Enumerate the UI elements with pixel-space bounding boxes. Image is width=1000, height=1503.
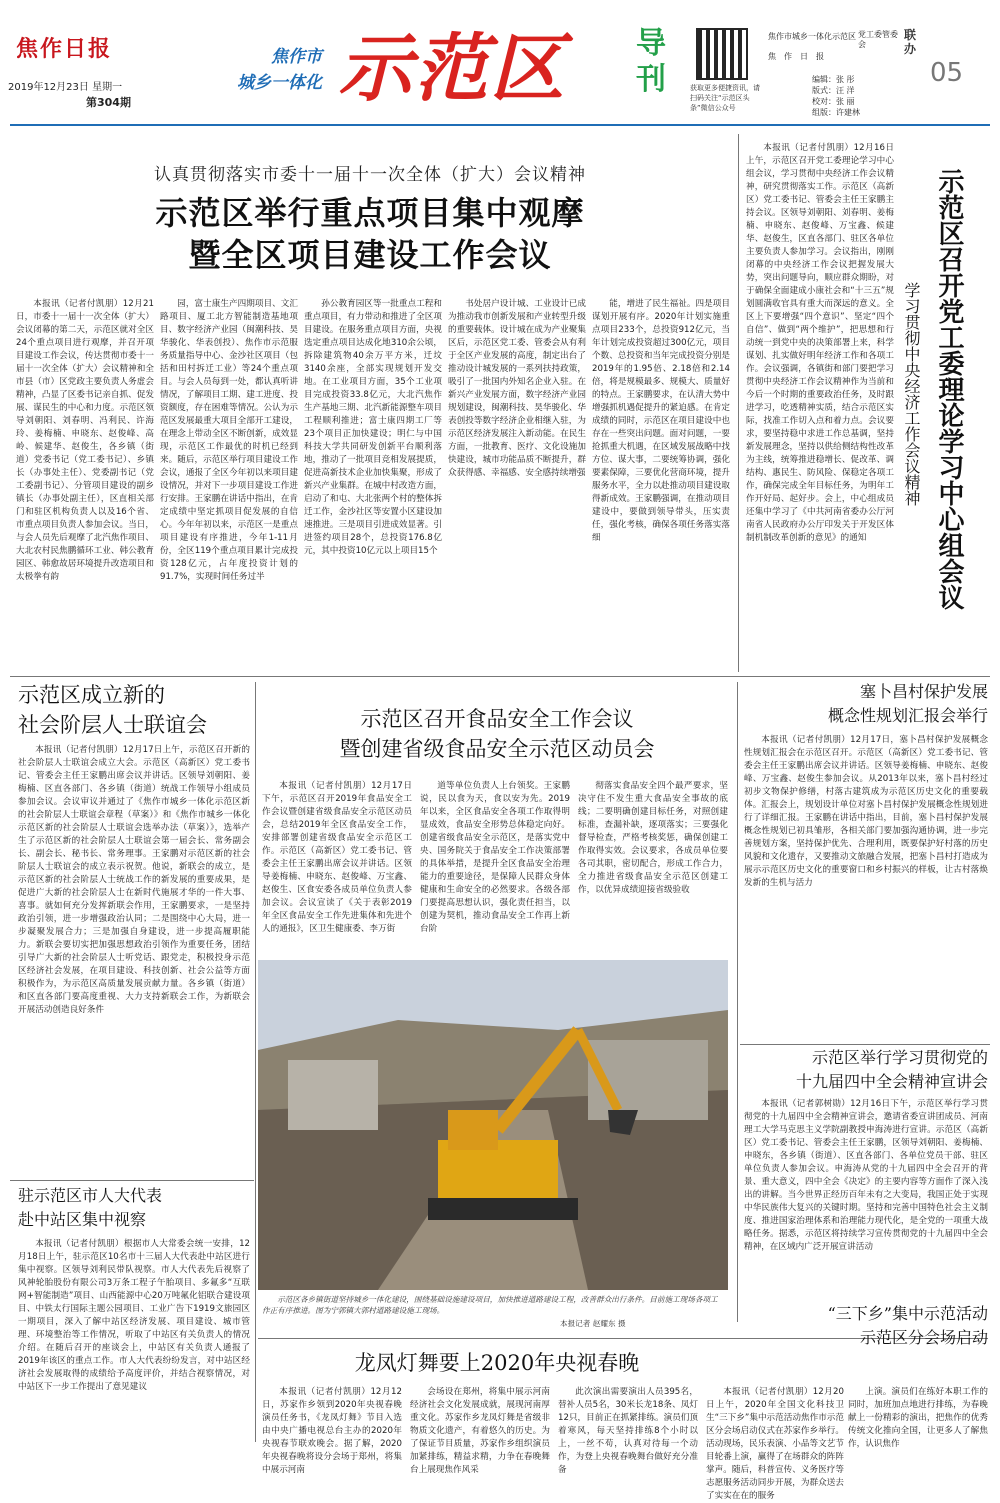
story-title-line: 暨创建省级食品安全示范区动员会 (339, 737, 655, 761)
story-column: 上演。演员们在练好本职工作的同时，加班加点地进行排练，为春晚献上一份精彩的演出，把焦作的优秀传统文化推向全国，让更多人了解焦作，认识焦作 (848, 1387, 988, 1449)
lead-column-1: 本报讯（记者付凯朋）12月21日，市委十一届十一次全体（扩大）会议闭幕的第二天，示范区就对全区24个重点项目进行观摩，并召开项目建设工作会议，传达贯彻市委十一届十一次全体（扩大）会议精神和全市县（市）区党政主要负责人务虚会精神，凸显了区委书记亲自抓、促发展、谋民生的中心和力度。示范区领导刘朝阳、刘春明、冯利民、许海玲、姜梅楠、申晓东、赵俊峰、高岭、候建华、赵俊生，各乡镇（街道）党委书记（党工委书记）、乡镇长（办事处主任）、党委副书记（党工委副书记）、分管项目建设的副乡镇长（办事处副主任），区直相关部门和驻区机构负责人以及16个省、市重点项目负责人参加会议。当日，与会人员先后观摩了北汽焦作项目、大北农村民焦鹏循环工业、韩公教育园区、韩愈故居环境提升改造项目和太极拳有韵 (16, 299, 154, 582)
story-title (744, 680, 988, 728)
story-column: 此次演出需要演出人员395名，替补人员5名，30米长龙18条、凤灯12只，目前正在抓紧排练。演员们顶着寒风，每天坚持排练8个小时以上，一丝不苟，认真对待每一个动作，为登上央视春晚舞台做好充分准备 (558, 1387, 698, 1475)
lead-column-5: 能，增进了民生福祉。四是项目谋划开展有序。2020年计划实施重点项目233个，总投资912亿元，当年计划完成投资超过300亿元，项目个数、总投资和当年完成投资分别是2019年的1.95倍、2.18倍和2.14倍，将是规模最多、规模大、质量好的特点。王家鹏要求，在认清大势中增强抓机遇促提升的紧迫感。在肯定成绩的同时，示范区在项目建设中也存在一些突出问题。面对问题，一要抢抓重大机遇，在区域发展战略中找方位、谋大事，二要统筹协调，强化要素保障，三要优化营商环境，提升服务水平，全力以赴推动项目建设取得新成效。王家鹏强调，在推动项目建设中，要做到领导带头，压实责任，强化考核，确保各项任务落实落细 (592, 299, 730, 543)
sponsor-line2: 焦 作 日 报 (768, 52, 824, 61)
lead-title-line2: 暨全区项目建设工作会议 (188, 236, 552, 274)
section-divider (740, 1044, 990, 1045)
story-title-line: 塞卜昌村保护发展 (859, 682, 988, 701)
story-title-line: 示范区举行学习贯彻党的 (811, 1048, 988, 1067)
story-column: 本报讯（记者付凯朋）12月12日，苏家作乡领到2020年央视春晚演员任务书，《龙凤灯舞》节目入选由中央广播电视总台主办的2020年央视春节联欢晚会。据了解，2020年央视春晚将设分会场于郑州，将集中展示河南 (262, 1387, 402, 1475)
lead-title-line1: 示范区举行重点项目集中观摩 (155, 194, 585, 232)
column-divider (738, 134, 739, 672)
story-title-line: 十九届四中全会精神宣讲会 (795, 1072, 988, 1091)
story-text: 本报讯（记者付凯朋）12月20日上午，2020年全国文化科技卫生“三下乡”集中示范活动焦作市示范区分会场启动仪式在苏家作乡举行。活动现场，民乐表演、小品等文艺节目轮番上演，赢得了在场群众的阵阵掌声。随后，科普宣传、义务医疗等志愿服务活动同步开展，为群众送去了实实在在的服务 (706, 1387, 844, 1501)
story-title (18, 680, 250, 740)
sponsor-line1: 焦作市城乡一体化示范区 (768, 32, 856, 41)
page-number: 05 (930, 58, 964, 88)
story-text: 本报讯（记者付凯朋）12月17日，塞卜昌村保护发展概念性规划汇报会在示范区召开。示范区（高新区）党工委书记、管委会主任王家鹏出席会议并讲话。区领导姜梅楠、申晓东、赵俊峰、万宝鑫、赵俊生参加会议。从2013年以来，塞卜昌村经过初步文物保护修缮，村落古建筑成为示范区历史文化的重要载体。汇报会上，规划设计单位对塞卜昌村保护发展概念性规划进行了详细汇报。王家鹏在讲话中指出，目前，塞卜昌村保护发展概念性规划已初具雏形，各相关部门要加强沟通协调，进一步完善规划方案，坚持保护优先、合理利用，既要保护好村落的历史风貌和文化遗存，又要推动文旅融合发展，把塞卜昌村打造成为展示示范区历史文化的重要窗口和乡村振兴的样板，让古村落焕发新的生机与活力 (744, 735, 988, 888)
lead-headline (60, 192, 680, 276)
story-title (18, 1184, 250, 1232)
section-divider (10, 676, 990, 677)
lead-column-4: 书处居户设计城、工业设计已成为推动我市创新发展和产业转型升级的重要载体。设计城在成为产业聚集区后，示范区党工委、管委会从有利于全区产业发展的高度，制定出台了推动设计城发展的一系列扶持政策，吸引了一批国内外知名企业入驻。在新兴产业发展方面，数字经济产业园规划建设，闽潮科技、昊华骏化、华表创投等数字经济企业相继入驻，为示范区经济发展注入新动能。在民生方面，一批教育、医疗、文化设施加快建设，城市功能品质不断提升，群众获得感、幸福感、安全感持续增强 (448, 299, 586, 478)
photo-caption: 示范区各乡镇街道坚持城乡一体化建设，围绕基础设施建设项目，加快推进道路建设工程，改善群众出行条件。目前施工现场各项工作正有序推进。图为宁郭镇大郭村道路建设施工现场。 (262, 1295, 718, 1315)
column-divider (255, 682, 256, 1442)
story-title-line: 示范区召开食品安全工作会议 (360, 707, 634, 731)
zone-label (212, 44, 322, 96)
story-text: 本报讯（记者郭树勋）12月16日下午，示范区举行学习贯彻党的十九届四中全会精神宣讲会，邀请省委宣讲团成员、河南理工大学马克思主义学院副教授申海涛进行宣讲。示范区（高新区）党工委书记、管委会主任王家鹏，区领导刘朝阳、姜梅楠、申晓东，各乡镇（街道）、区直各部门、各单位党员干部、驻区单位负责人参加会议。申海涛从党的十九届四中全会召开的背景、重大意义，四中全会《决定》的主要内容等方面作了深入浅出的讲解。当今世界正经历百年未有之大变局，我国正处于实现中华民族伟大复兴的关键时期。坚持和完善中国特色社会主义制度、推进国家治理体系和治理能力现代化，是全党的一项重大战略任务。据悉，示范区将持续学习宣传贯彻党的十九届四中全会精神，在区域内广泛开展宣讲活动 (744, 1099, 988, 1252)
story-title (262, 704, 732, 764)
column-divider (737, 682, 738, 1322)
lead-kicker: 认真贯彻落实市委十一届十一次全体（扩大）会议精神 (154, 165, 586, 185)
zone-line1: 焦作市 (271, 47, 322, 67)
story-text: 本报讯（记者付凯朋）12月17日上午，示范区召开新的社会阶层人士联谊会成立大会。示范区（高新区）党工委书记、管委会主任王家鹏出席会议并讲话。区领导刘朝阳、姜梅楠、区直各部门、各乡镇（街道）统战工作领导小组成员参加会议。会议审议并通过了《焦作市城乡一体化示范区新的社会阶层人士联谊会章程（草案）》和《焦作市城乡一体化示范区新的社会阶层人士联谊会选举办法（草案）》，选举产生了示范区新的社会阶层人士联谊会第一届会长、常务副会长、副会长、秘书长、常务理事。王家鹏对示范区新的社会阶层人士联谊会的成立表示祝贺。他说，新联会的成立，是示范区新的社会阶层人士统战工作的新发展的重要成果，是促进广大新的社会阶层人士在新时代施展才华的一件大事、喜事。就如何充分发挥新联会作用，王家鹏要求，一是坚持政治引领，进一步增强政治认同；二是围绕中心大局，进一步凝聚发展合力；三是加强自身建设，进一步提高履职能力。新联会要切实把加强思想政治引领作为重要任务，团结引导广大新的社会阶层人士听党话、跟党走，积极投身示范区经济社会发展，在项目建设、科技创新、社会公益等方面积极作为，为示范区高质量发展贡献力量。各乡镇（街道）和区直各部门要高度重视、大力支持新联会工作，为新联会开展活动创造良好条件 (18, 745, 250, 1015)
photo-credit: 本报记者 赵耀东 摄 (560, 1319, 626, 1328)
story-text: 本报讯（记者付凯朋）根据市人大常委会统一安排，12月18日上午，驻示范区10名市十三届人大代表赴中站区进行集中视察。区领导刘利民带队视察。市人大代表先后视察了风神轮胎股份有限公司3万条工程子午胎项目、多氟多“互联网+智能制造”项目、山西能源中心20万吨氟化铝联合建设项目、中铁太行国际主题公园项目、工业广告下1919文旅园区一期项目，深入了解中站区经济发展、项目建设、城市管理、环境整治等工作情况，听取了中站区有关负责人的情况介绍。在随后召开的座谈会上，中站区有关负责人通报了2019年该区的重点工作。市人大代表纷纷发言，对中站区经济社会发展取得的成绩给予高度评价，并结合视察情况，对中站区下一步工作提出了意见建议 (18, 1239, 250, 1392)
story-title-line: 示范区分会场启动 (859, 1328, 988, 1347)
story-title-line: 赴中站区集中视察 (18, 1210, 147, 1229)
qr-caption: 获取更多便捷资讯，请扫码关注“示范区头条”微信公众号 (690, 84, 760, 112)
story-title-line: 概念性规划汇报会举行 (827, 706, 988, 725)
news-photo (258, 960, 728, 1290)
sponsor-line3: 党工委管委会 (858, 30, 898, 49)
lead-column-3: 孙公教育园区等一批重点工程和重点项目，有力带动和推进了全区项目建设。在服务重点项目方面，央视选定重点项目达成化地310余公顷，拆除建筑物40余万平方米，迁坟3140余座，全部实现规划开发交地。在工业项目方面，35个工业项目完成投资33.8亿元，大北汽焦作生产基地三期、北汽新能源整车项目工程顺利推进；富士康四期工厂等23个项目正加快建设；明仁与中国科技大学共同研发创新平台顺利落地，推动了一批项目竞相发展提质，促进高新技术企业加快集聚，形成了新兴产业集群。在城中村改造方面，启动了和屯、大北张两个村的整体拆迁工作，金沙社区等安置小区建设加速推进。三是项目引进成效显著。引进签约项目28个，总投资176.8亿元，其中投资10亿元以上项目15个 (304, 299, 442, 556)
story-title-line: 驻示范区市人大代表 (18, 1186, 163, 1205)
story-title-line: 社会阶层人士联谊会 (18, 713, 207, 737)
story-column: 会场设在郑州，将集中展示河南经济社会文化发展成就，展现河南厚重文化。苏家作乡龙凤灯舞是省级非物质文化遗产，有着悠久的历史。为了保证节目质量，苏家作乡组织演员加紧排练，精益求精，力争在春晚舞台上展现焦作风采 (410, 1387, 550, 1475)
story-title (744, 1046, 988, 1094)
newspaper-brand: 焦作日报 (16, 36, 113, 62)
editor-line: 编辑：张 彤 (812, 75, 855, 84)
story-column: 道等单位负责人上台领奖。王家鹏说，民以食为天，食以安为先。2019年以来，全区食品安全各项工作取得明显成效，食品安全形势总体稳定向好。创建省级食品安全示范区，是落实党中央、国务院关于食品安全工作决策部署的具体举措，是提升全区食品安全治理能力的重要途径，是保障人民群众身体健康和生命安全的必然要求。各级各部门要提高思想认识，强化责任担当，以创建为契机，推动食品安全工作再上新台阶 (420, 781, 570, 934)
story-title-line: 示范区成立新的 (18, 683, 165, 707)
story-title-line: “三下乡”集中示范活动 (827, 1304, 988, 1323)
right-story-text: 本报讯（记者付凯朋）12月16日上午，示范区召开党工委理论学习中心组会议，学习贯彻中央经济工作会议精神，研究贯彻落实工作。示范区（高新区）党工委书记、管委会主任王家鹏主持会议。区领导刘朝阳、刘春明、姜梅楠、申晓东、赵俊峰、万宝鑫、候建华、赵俊生，区直各部门、驻区各单位主要负责人参加学习。会议指出，刚刚闭幕的中央经济工作会议把握发展大势，突出问题导向，顺应群众期盼，对于确保全面建成小康社会和“十三五”规划圆满收官具有重大而深远的意义。全区上下要增强“四个意识”、坚定“四个自信”、做到“两个维护”，把思想和行动统一到党中央的决策部署上来，科学谋划、扎实做好明年经济工作和各项工作。会议强调，各镇街和部门要把学习贯彻中央经济工作会议精神作为当前和今后一个时期的重要政治任务，及时跟进学习，吃透精神实质，结合示范区实际，找准工作切入点和着力点。会议要求，要坚持稳中求进工作总基调，坚持新发展理念，坚持以供给侧结构性改革为主线，统筹推进稳增长、促改革、调结构、惠民生、防风险、保稳定各项工作，确保完成全年目标任务，为明年工作开好局、起好步。会上，中心组成员还集中学习了《中共河南省委办公厅河南省人民政府办公厅印发关于开发区体制机制改革创新的意见》的通知 (746, 143, 894, 543)
right-story-title: 示范区召开党工委理论学习中心组会议 (934, 168, 964, 610)
story-column: 彻落实食品安全四个最严要求，坚决守住不发生重大食品安全事故的底线；二要明确创建目标任务，对照创建标准，查漏补缺，逐项落实；三要强化督导检查，严格考核奖惩，确保创建工作取得实效。会议要求，各成员单位要各司其职，密切配合，形成工作合力，全力推进省级食品安全示范区创建工作，以优异成绩迎接省级验收 (578, 781, 728, 895)
story-title (744, 1302, 988, 1350)
co-publish-label: 联办 (904, 28, 917, 56)
issue-number: 第304期 (86, 96, 131, 109)
story-column: 本报讯（记者付凯朋）12月17日下午，示范区召开2019年食品安全工作会议暨创建省级食品安全示范区动员会，总结2019年全区食品安全工作，安排部署创建省级食品安全示范区工作。示范区（高新区）党工委书记、管委会主任王家鹏出席会议并讲话。区领导姜梅楠、申晓东、赵俊峰、万宝鑫、赵俊生、区食安委各成员单位负责人参加会议。会议宣读了《关于表彰2019年全区食品安全工作先进集体和先进个人的通报》，区卫生健康委、李万街 (262, 781, 412, 934)
excavator-illustration (258, 960, 728, 1290)
lead-column-2: 园，富士康生产四期项目、文汇路项目、厦工北方智能制造基地项目、数字经济产业园（闽潮科技、昊华骏化、华表创投）、焦作市示范服务质量指导中心、金沙社区项目（包括和田村拆迁工业）等24个重点项目。与会人员每到一处，都认真听讲情况，了解项目工期、建工进度、投资额度，存在困难等情况。公认为示范区发展最重大项目全部开工建设，在理念上带动全区不断创新，成效显现，示范区工作最优的时机已经到来。随后，示范区举行项目建设工作会议，通报了全区今年初以来项目建设情况，并对下一步项目建设工作进行安排。王家鹏在讲话中指出，在肯定成绩中坚定抓项目促发展的自信心。今年年初以来，示范区一是重点项目建设有序推进，今年1-11月份，全区119个重点项目累计完成投资128亿元，占年度投资计划的91.7%，实现时间任务过半 (160, 299, 298, 582)
section-title: 示范区 (338, 26, 566, 112)
zone-line2: 城乡一体化 (237, 73, 322, 93)
editor-line: 校对：张 丽 (812, 97, 855, 106)
right-story-subtitle: 学习贯彻中央经济工作会议精神 (902, 282, 921, 506)
guide-label: 导刊 (636, 26, 666, 97)
masthead-rule (10, 124, 990, 126)
qr-code-icon (696, 28, 748, 80)
issue-date: 2019年12月23日 星期一 (8, 82, 123, 93)
sponsor-block (768, 30, 898, 63)
editor-credits (812, 74, 902, 118)
story-title: 龙凤灯舞要上2020年央视春晚 (354, 1351, 640, 1375)
editor-line: 组版：许建林 (812, 108, 860, 117)
editor-line: 版式：汪 洋 (812, 86, 855, 95)
section-divider (10, 1180, 254, 1181)
issue-meta (8, 80, 188, 111)
